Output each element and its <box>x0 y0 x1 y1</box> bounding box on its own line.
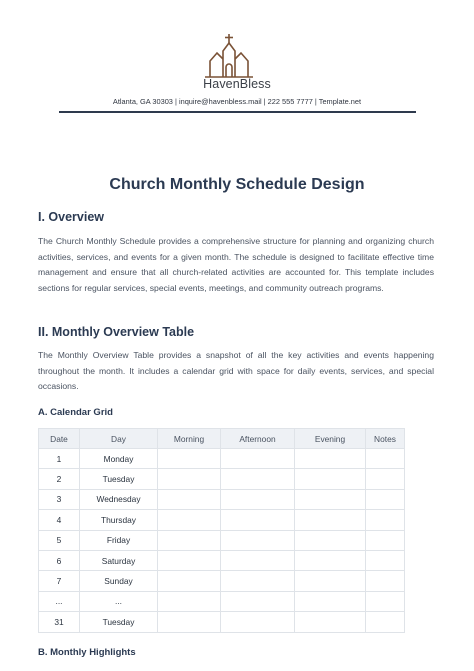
notes-cell <box>366 571 405 591</box>
column-header-evening: Evening <box>295 429 366 449</box>
overview-heading: I. Overview <box>38 210 105 224</box>
evening-cell <box>295 591 366 611</box>
notes-cell <box>366 550 405 570</box>
monthly-highlights-heading: B. Monthly Highlights <box>38 647 136 658</box>
afternoon-cell <box>221 591 295 611</box>
evening-cell <box>295 489 366 509</box>
table-row <box>39 591 405 611</box>
date-cell: 1 <box>39 449 80 469</box>
afternoon-cell <box>221 489 295 509</box>
day-cell: Friday <box>80 530 158 550</box>
brand-name: HavenBless <box>203 77 271 91</box>
evening-cell <box>295 530 366 550</box>
evening-cell <box>295 510 366 530</box>
morning-cell <box>158 449 221 469</box>
morning-cell <box>158 489 221 509</box>
day-cell: Wednesday <box>80 489 158 509</box>
date-cell: 3 <box>39 489 80 509</box>
day-cell: Tuesday <box>80 469 158 489</box>
column-header-date: Date <box>39 429 80 449</box>
column-header-notes: Notes <box>366 429 405 449</box>
date-cell: 5 <box>39 530 80 550</box>
day-cell: ... <box>80 591 158 611</box>
table-row <box>39 489 405 509</box>
day-cell: Thursday <box>80 510 158 530</box>
column-header-morning: Morning <box>158 429 221 449</box>
table-row <box>39 469 405 489</box>
overview-paragraph: The Church Monthly Schedule provides a comprehensive structure for planning and organizing church activities, services, and events for a given month. The schedule is designed to facilitate effective time management and ensure that all church-related activities are accounted for. This template includes sections for regular services, special events, meetings, and community outreach programs. <box>38 236 434 293</box>
afternoon-cell <box>221 449 295 469</box>
evening-cell <box>295 612 366 632</box>
church-icon <box>203 34 255 78</box>
date-cell: ... <box>39 591 80 611</box>
morning-cell <box>158 550 221 570</box>
afternoon-cell <box>221 550 295 570</box>
evening-cell <box>295 469 366 489</box>
calendar-grid-heading: A. Calendar Grid <box>38 407 113 418</box>
day-cell: Saturday <box>80 550 158 570</box>
morning-cell <box>158 591 221 611</box>
afternoon-cell <box>221 612 295 632</box>
evening-cell <box>295 571 366 591</box>
table-row <box>39 550 405 570</box>
table-row <box>39 530 405 550</box>
day-cell: Tuesday <box>80 612 158 632</box>
morning-cell <box>158 530 221 550</box>
evening-cell <box>295 449 366 469</box>
table-row <box>39 571 405 591</box>
date-cell: 31 <box>39 612 80 632</box>
table-header-row <box>39 429 405 449</box>
morning-cell <box>158 510 221 530</box>
notes-cell <box>366 469 405 489</box>
day-cell: Sunday <box>80 571 158 591</box>
table-row <box>39 612 405 632</box>
page-title: Church Monthly Schedule Design <box>109 176 365 193</box>
monthly-table-heading: II. Monthly Overview Table <box>38 325 195 339</box>
notes-cell <box>366 612 405 632</box>
morning-cell <box>158 469 221 489</box>
morning-cell <box>158 612 221 632</box>
notes-cell <box>366 530 405 550</box>
notes-cell <box>366 510 405 530</box>
date-cell: 4 <box>39 510 80 530</box>
date-cell: 7 <box>39 571 80 591</box>
calendar-table <box>38 428 405 633</box>
afternoon-cell <box>221 469 295 489</box>
morning-cell <box>158 571 221 591</box>
table-row <box>39 510 405 530</box>
table-row <box>39 449 405 469</box>
evening-cell <box>295 550 366 570</box>
afternoon-cell <box>221 510 295 530</box>
date-cell: 2 <box>39 469 80 489</box>
date-cell: 6 <box>39 550 80 570</box>
notes-cell <box>366 591 405 611</box>
header-divider <box>59 111 416 113</box>
afternoon-cell <box>221 530 295 550</box>
notes-cell <box>366 449 405 469</box>
notes-cell <box>366 489 405 509</box>
column-header-afternoon: Afternoon <box>221 429 295 449</box>
column-header-day: Day <box>80 429 158 449</box>
afternoon-cell <box>221 571 295 591</box>
monthly-table-paragraph: The Monthly Overview Table provides a snapshot of all the key activities and events happening throughout the month. It includes a calendar grid with space for daily events, services, and special occasions. <box>38 350 434 392</box>
contact-line: Atlanta, GA 30303 | inquire@havenbless.mail | 222 555 7777 | Template.net <box>112 97 362 106</box>
day-cell: Monday <box>80 449 158 469</box>
